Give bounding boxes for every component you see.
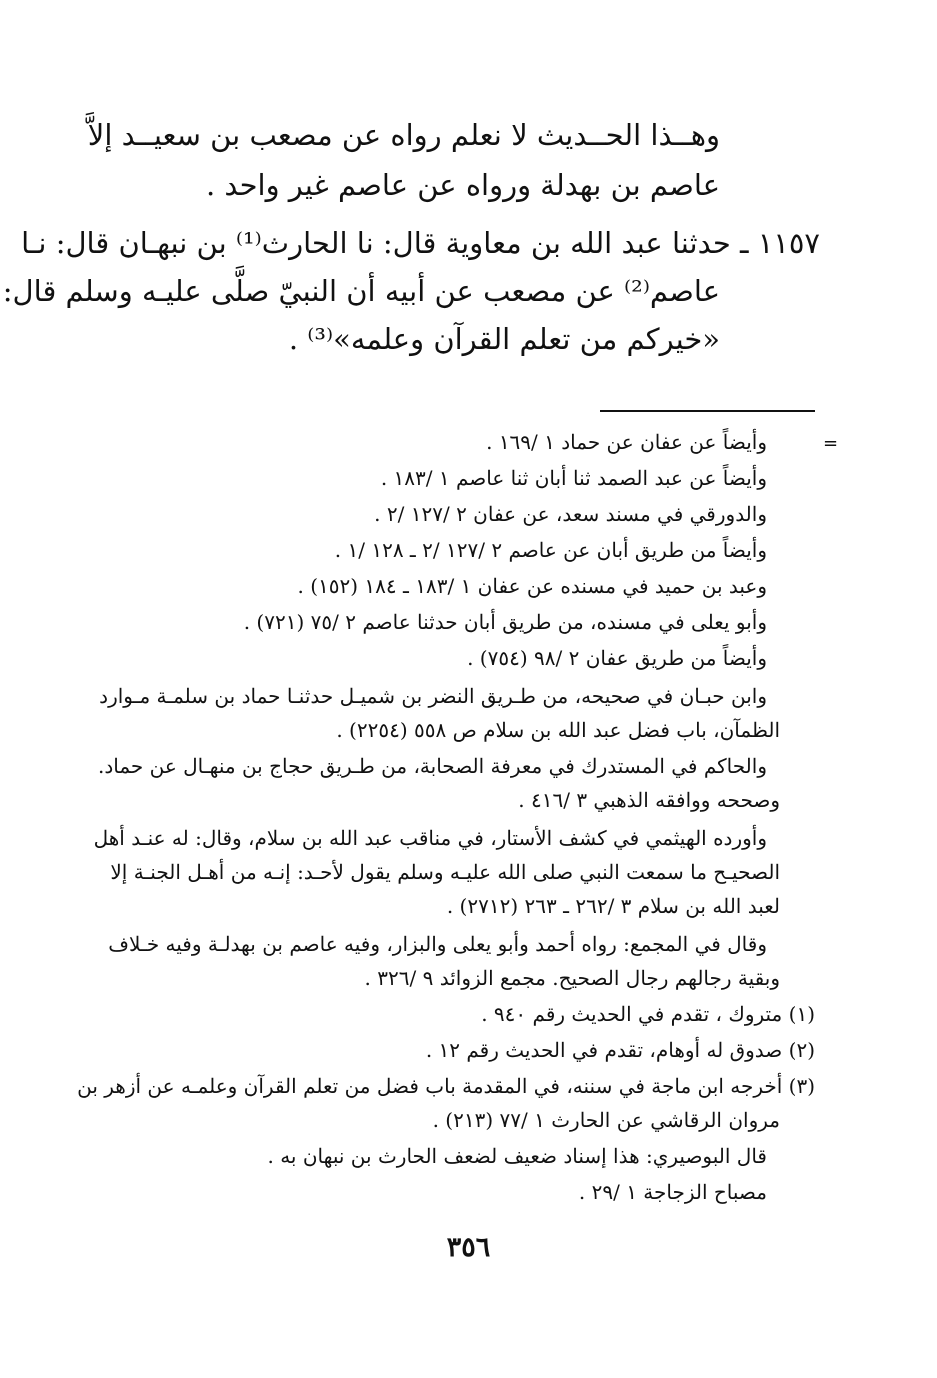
footnote-separator	[600, 410, 815, 412]
main-text-line: وهــذا الحــديث لا نعلم رواه عن مصعب بن سعيــد إلاَّ	[87, 118, 720, 152]
footnote-3: (٣) أخرجه ابن ماجة في سننه، في المقدمة باب فضل من تعلم القرآن وعلمـه عن أزهر بن	[77, 1074, 815, 1098]
footnote-line: وأبو يعلى في مسنده، من طريق أبان حدثنا عاصم ٢ /٧٥ (٧٢١) .	[243, 610, 767, 634]
footnote-line: والدورقي في مسند سعد، عن عفان ٢ /١٢٧ /٢ .	[374, 502, 767, 526]
footnote-line: وأيضاً عن عفان عن حماد ١ /١٦٩ .	[486, 430, 767, 454]
page-number: ٣٥٦	[446, 1232, 491, 1263]
continuation-mark: =	[823, 433, 839, 454]
footnote-line: مصباح الزجاجة ١ /٢٩ .	[578, 1180, 767, 1204]
footnote-line: وبقية رجالهم رجال الصحيح. مجمع الزوائد ٩ /٣٢٦ .	[364, 966, 780, 990]
footnote-line: وعبد بن حميد في مسنده عن عفان ١ /١٨٣ ـ ١٨٤ (١٥٢) .	[297, 574, 767, 598]
footnote-line: قال البوصيري: هذا إسناد ضعيف لضعف الحارث بن نبهان به .	[267, 1144, 767, 1168]
footnote-line: وأيضاً من طريق أبان عن عاصم ٢ /١٢٧ /٢ ـ ١٢٨ /١ .	[334, 538, 767, 562]
footnote-line: وابن حبـان في صحيحه، من طـريق النضر بن شميـل حدثنـا حماد بن سلمـة مـوارد	[99, 684, 767, 708]
hadith-line: «خيركم من تعلم القرآن وعلمه»⁽³⁾ .	[288, 322, 720, 356]
footnote-1: (١) متروك ، تقدم في الحديث رقم ٩٤٠ .	[481, 1002, 815, 1026]
footnote-line: والحاكم في المستدرك في معرفة الصحابة، من طـريق حجاج بن منهـال عن حماد.	[97, 754, 767, 778]
footnote-line: لعبد الله بن سلام ٣ /٢٦٢ ـ ٢٦٣ (٢٧١٢) .	[446, 894, 780, 918]
footnote-line: وقال في المجمع: رواه أحمد وأبو يعلى والبزار، وفيه عاصم بن بهدلـة وفيه خـلاف	[108, 932, 767, 956]
footnote-line: وأيضاً عن عبد الصمد ثنا أبان ثنا عاصم ١ /١٨٣ .	[380, 466, 767, 490]
hadith-line: ١١٥٧ ـ حدثنا عبد الله بن معاوية قال: نا الحارث⁽¹⁾ بن نبهـان قال: نـا	[21, 226, 820, 260]
hadith-line: عاصم⁽²⁾ عن مصعب عن أبيه أن النبيّ صلَّى عليـه وسلم قال:	[2, 274, 720, 308]
footnote-line: الظمآن، باب فضل عبد الله بن سلام ص ٥٥٨ (٢٢٥٤) .	[336, 718, 780, 742]
footnote-line: الصحيـح ما سمعت النبي صلى الله عليـه وسلم يقول لأحـد: إنـه من أهـل الجنـة إلا	[110, 860, 780, 884]
footnote-2: (٢) صدوق له أوهام، تقدم في الحديث رقم ١٢ .	[425, 1038, 815, 1062]
footnote-line: وصححه ووافقه الذهبي ٣ /٤١٦ .	[518, 788, 780, 812]
footnote-line: مروان الرقاشي عن الحارث ١ /٧٧ (٢١٣) .	[432, 1108, 780, 1132]
footnote-line: وأيضاً من طريق عفان ٢ /٩٨ (٧٥٤) .	[467, 646, 767, 670]
footnote-line: وأورده الهيثمي في كشف الأستار، في مناقب عبد الله بن سلام، وقال: له عنـد أهل	[93, 826, 767, 850]
main-text-line: عاصم بن بهدلة ورواه عن عاصم غير واحد .	[205, 168, 720, 202]
